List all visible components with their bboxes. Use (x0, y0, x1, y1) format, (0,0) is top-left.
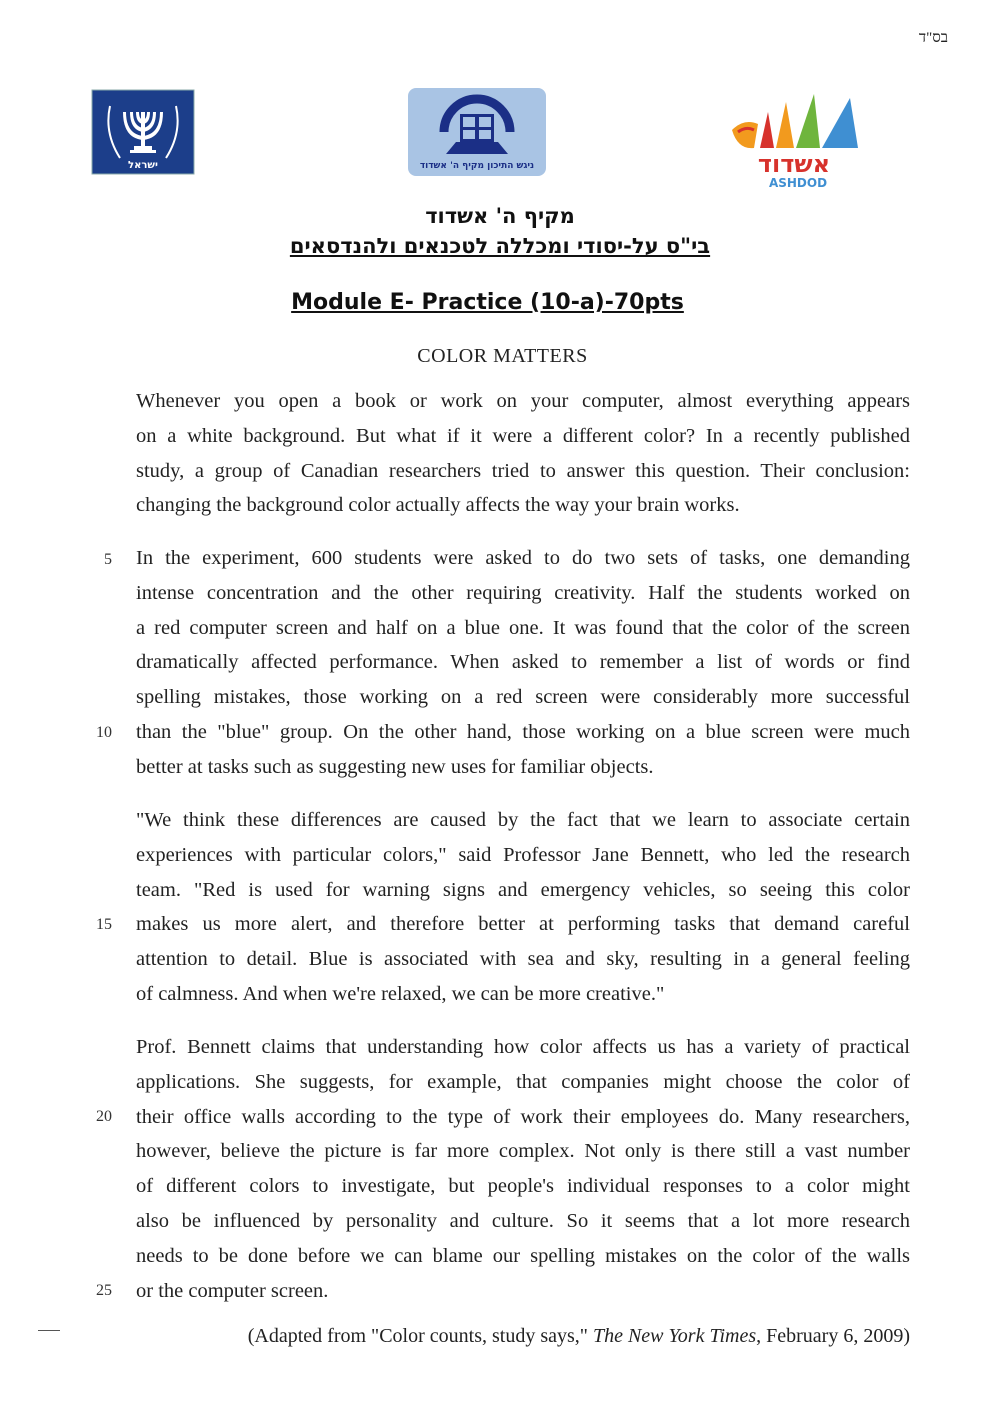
text-line: Prof. Bennett claims that understanding how color affects us has a variety of practical (136, 1036, 910, 1058)
text-line: Whenever you open a book or work on your computer, almost everything appears (136, 390, 910, 412)
paragraph-3 (136, 803, 910, 1012)
article-title: COLOR MATTERS (417, 345, 588, 367)
text-line: better at tasks such as suggesting new uses for familiar objects. (136, 755, 654, 778)
text-line: spelling mistakes, those working on a red screen were considerably more successful (136, 686, 910, 709)
text-line: or the computer screen. (136, 1279, 329, 1302)
line-number: 10 (96, 724, 112, 741)
source-suffix: , February 6, 2009) (756, 1325, 910, 1347)
source-prefix: (Adapted from "Color counts, study says," (247, 1325, 593, 1347)
text-line: applications. She suggests, for example, that companies might choose the color of (136, 1070, 910, 1093)
margin-mark (38, 1330, 60, 1331)
text-line: a red computer screen and half on a blue one. It was found that the color of the screen (136, 616, 910, 639)
school-emblem-logo (408, 88, 546, 176)
school-name: מקיף ה' אשדוד (425, 204, 575, 228)
text-line: intense concentration and the other requiring creativity. Half the students worked on (136, 581, 910, 604)
line-number: 25 (96, 1282, 112, 1299)
lion-icon (732, 122, 758, 148)
text-line: study, a group of Canadian researchers tried to answer this question. Their conclusion: (136, 459, 910, 482)
line-number: 20 (96, 1108, 112, 1125)
module-title: Module E- Practice (10-a)-70pts (291, 290, 684, 315)
text-line: of calmness. And when we're relaxed, we can be more creative." (136, 982, 665, 1005)
line-number: 5 (104, 551, 112, 568)
text-line: makes us more alert, and therefore better at performing tasks that demand careful (136, 913, 910, 936)
line-number: 15 (96, 916, 112, 933)
source-publication: The New York Times (592, 1325, 757, 1347)
ashdod-city-logo (724, 88, 862, 190)
text-line: attention to detail. Blue is associated with sea and sky, resulting in a general feeling (136, 948, 910, 971)
paragraph-1 (136, 384, 910, 523)
text-line: of different colors to investigate, but people's individual responses to a color might (136, 1175, 910, 1198)
text-line: team. "Red is used for warning signs and emergency vehicles, so seeing this color (136, 878, 910, 901)
bsd-header-text: בס"ד (918, 30, 948, 46)
text-line: changing the background color actually affects the way your brain works. (136, 494, 740, 517)
text-line: "We think these differences are caused by the fact that we learn to associate certain (136, 809, 910, 831)
text-line: on a white background. But what if it were a different color? In a recently published (136, 424, 910, 447)
text-line: however, believe the picture is far more complex. Not only is there still a vast number (136, 1140, 910, 1163)
source-citation (248, 1325, 910, 1348)
state-emblem-text: ישראל (128, 160, 158, 171)
school-emblem-text: ניגש התיכון מקיף ה' אשדוד (419, 161, 535, 171)
text-line: their office walls according to the type of work their employees do. Many researchers, (136, 1105, 910, 1128)
ashdod-latin-text: ASHDOD (768, 176, 828, 190)
school-description: בי"ס על-יסודי ומכללה לטכנאים ולהנדסאים (289, 234, 711, 258)
state-emblem-logo (90, 88, 196, 176)
text-line: experiences with particular colors," said Professor Jane Bennett, who led the research (136, 843, 910, 866)
paragraph-4 (136, 1030, 910, 1308)
text-line: needs to be done before we can blame our spelling mistakes on the color of the walls (136, 1244, 910, 1267)
text-line: than the "blue" group. On the other hand, those working on a blue screen were much (136, 720, 910, 743)
text-line: In the experiment, 600 students were asked to do two sets of tasks, one demanding (136, 547, 910, 569)
ashdod-hebrew-text: אשדוד (757, 150, 831, 178)
text-line: dramatically affected performance. When asked to remember a list of words or find (136, 651, 910, 674)
text-line: also be influenced by personality and culture. So it seems that a lot more research (136, 1209, 910, 1232)
paragraph-2 (136, 541, 910, 785)
